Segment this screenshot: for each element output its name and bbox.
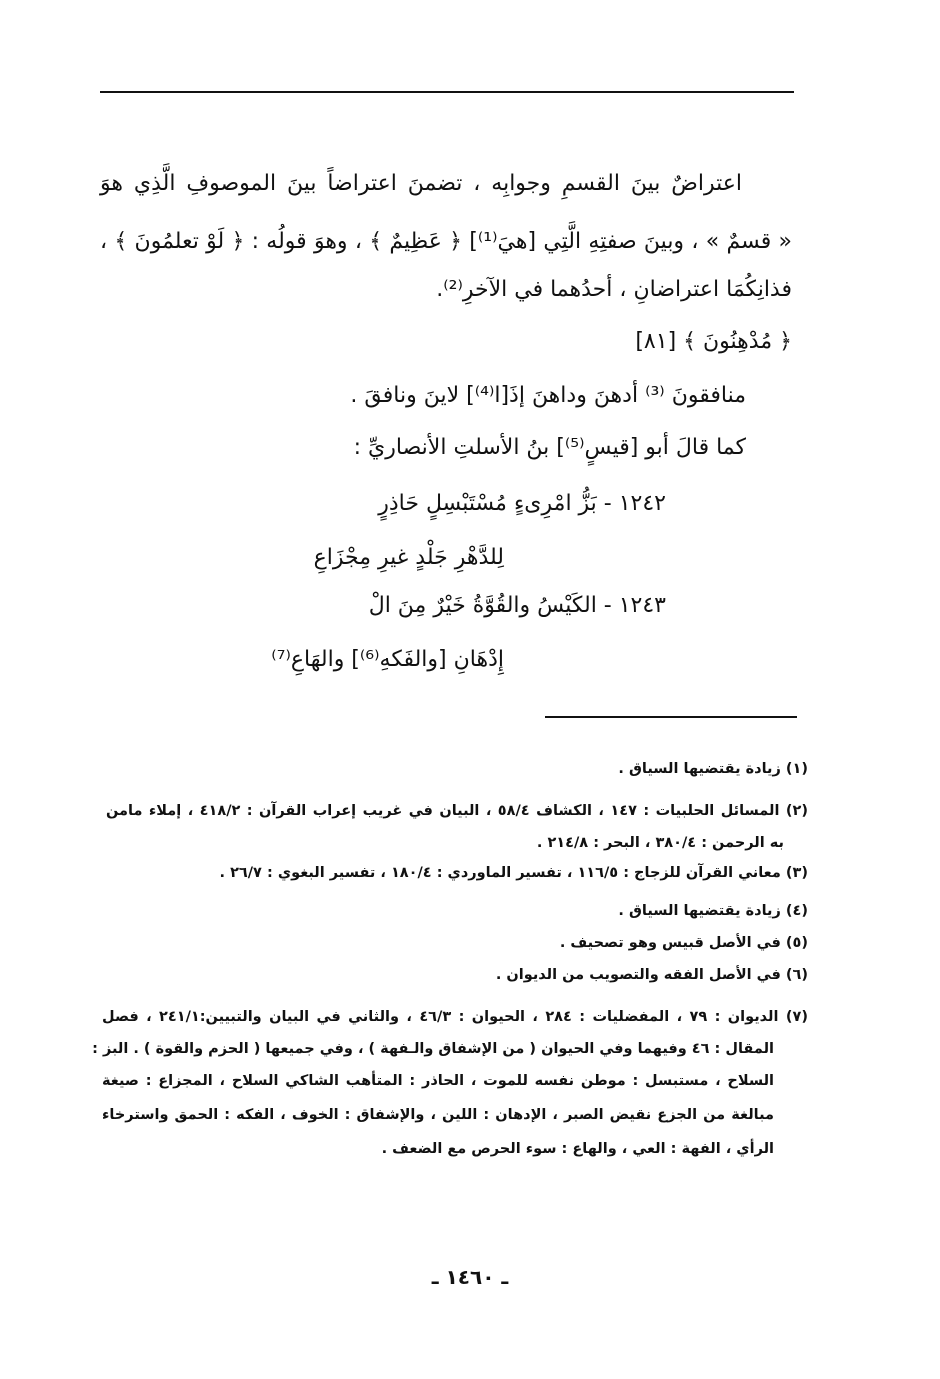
body-line-1: اعتراضٌ بينَ القسمِ وجوابِه ، تضمنَ اعتراضاً بينَ الموصوفِ الَّذِي هوَ <box>100 171 742 196</box>
footnote-1: (١) زيادة يقتضيها السياق . <box>618 761 808 777</box>
footnote-7-cont-1: المقال : ٤٦ وفيهما وفي الحيوان ( من الإشفاق والـفهة ) ، وفي جميعها ( الحزم والقوة ) . البز : <box>92 1041 774 1057</box>
footnote-7-cont-4: الرأي ، الفهة : العي ، والهاع : سوء الحرص مع الضعف . <box>381 1141 774 1157</box>
body-line-3: فذانِكُمَا اعتراضانِ ، أحدُهما في الآخرِ⁽²⁾. <box>436 277 792 302</box>
header-rule <box>100 91 794 93</box>
footnote-2: (٢) المسائل الحلبيات : ١٤٧ ، الكشاف ٥٨/٤ ، البيان في غريب إعراب القرآن : ٤١٨/٢ ، إملاء مامن <box>106 803 808 819</box>
footnote-7: (٧) الديوان : ٧٩ ، المفضليات : ٢٨٤ ، الحيوان : ٤٦/٣ ، والثاني في البيان والتبيين:٢٤١/١ ، فصل <box>102 1009 808 1025</box>
body-line-5: كما قالَ أبو [قيسٍ⁽⁵⁾] بنُ الأسلتِ الأنصاريِّ : <box>353 435 746 460</box>
footnote-6: (٦) في الأصل الفقه والتصويب من الديوان . <box>495 967 808 983</box>
footnote-7-cont-3: مبالغة من الجزع نقيض الصبر ، الإدهان : اللين ، والإشفاق : الخوف ، الفكه : الحمق واسترخاء <box>102 1107 774 1123</box>
footnote-4: (٤) زيادة يقتضيها السياق . <box>618 903 808 919</box>
footnote-7-cont-2: السلاح ، مستبسل : موطن نفسه للموت ، الحاذر : المتأهب الشاكي السلاح ، المجزاع : صيغة <box>102 1073 774 1089</box>
footnote-5: (٥) في الأصل قبيس وهو تصحيف . <box>559 935 808 951</box>
body-line-4: منافقونَ ⁽³⁾ أدهنَ وداهنَ إذَ[ا⁽⁴⁾] لاينَ ونافقَ . <box>350 383 746 408</box>
body-line-2: « قسمٌ » ، وبينَ صفتِهِ الَّتِي [هيَ⁽¹⁾] ﴿ عَظِيمٌ ﴾ ، وهوَ قولُه : ﴿ لَوْ تعلمُونَ ﴾ ، <box>100 229 792 254</box>
page-number: ـ ١٤٦٠ ـ <box>431 1265 509 1289</box>
poem-verse-2-first: ١٢٤٣ - الكَيْسُ والقُوَّةُ خَيْرٌ مِنَ الْ <box>368 593 666 618</box>
footnote-3: (٣) معاني القرآن للزجاج : ١١٦/٥ ، تفسير الماوردي : ١٨٠/٤ ، تفسير البغوي : ٢٦/٧ . <box>219 865 808 881</box>
poem-verse-1-first: ١٢٤٢ - بَزُّ امْرِىءٍ مُسْتَبْسِلٍ حَاذِرٍ <box>378 491 666 516</box>
verse-quote: ﴿ مُدْهِنُونَ ﴾ [٨١] <box>635 329 792 354</box>
poem-verse-2-second: إِدْهَانِ [والفَكهِ⁽⁶⁾] والهَاعِ⁽⁷⁾ <box>271 647 504 672</box>
footnote-2-cont: به الرحمن : ٣٨٠/٤ ، البحر : ٢١٤/٨ . <box>536 835 784 851</box>
footnote-rule <box>545 716 797 718</box>
poem-verse-1-second: لِلدَّهْرِ جَلْدٍ غيرِ مِجْزَاعِ <box>313 545 504 570</box>
